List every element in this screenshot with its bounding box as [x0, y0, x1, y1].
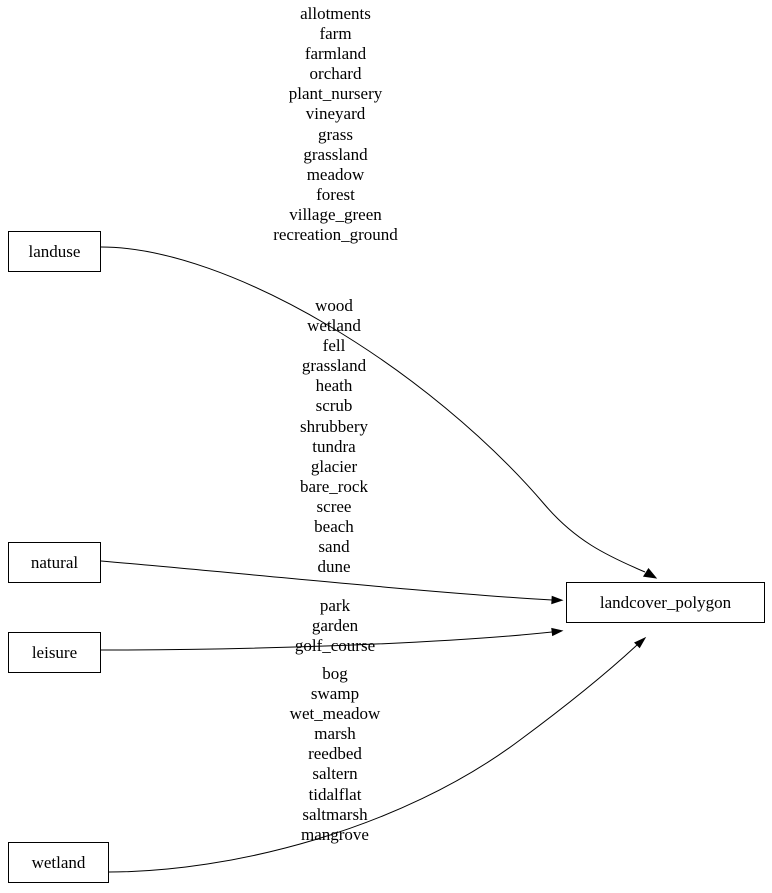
edge-label-line: scrub: [315, 396, 353, 416]
edge-label-line: swamp: [310, 684, 360, 704]
edge-label-line: village_green: [289, 204, 382, 224]
edge-label-line: bare_rock: [300, 476, 368, 496]
edge-label-line: fell: [322, 336, 346, 356]
edge-label-line: wood: [315, 296, 353, 315]
node-wetland[interactable]: [8, 842, 109, 883]
edge-label-line: orchard: [309, 64, 362, 84]
edge-label-line: garden: [311, 616, 359, 636]
edge-label-line: grassland: [301, 356, 367, 376]
edge-label-line: scree: [316, 496, 352, 516]
edge-label-natural: [283, 296, 385, 577]
edge-label-line: park: [319, 596, 351, 615]
edge-label-wetland: [273, 664, 397, 845]
edge-label-line: meadow: [306, 164, 365, 184]
edge-label-line: saltmarsh: [302, 804, 368, 824]
node-natural-label: natural: [30, 553, 79, 572]
node-leisure-label: leisure: [31, 643, 78, 662]
edge-label-line: forest: [316, 184, 355, 204]
edge-label-line: dune: [317, 557, 351, 577]
edge-label-line: tidalflat: [308, 784, 362, 804]
node-leisure[interactable]: [8, 632, 101, 673]
edge-label-line: tundra: [312, 436, 356, 456]
edge-label-line: farmland: [304, 44, 367, 64]
edge-label-line: recreation_ground: [273, 225, 398, 245]
node-landuse-label: landuse: [28, 242, 81, 261]
node-landuse[interactable]: [8, 231, 101, 272]
edge-label-line: reedbed: [308, 744, 362, 764]
edge-label-line: grassland: [303, 144, 368, 164]
edge-label-line: shrubbery: [300, 416, 368, 436]
node-natural[interactable]: [8, 542, 101, 583]
edge-label-line: vineyard: [305, 104, 366, 124]
edge-label-line: wetland: [307, 316, 361, 336]
edge-label-line: marsh: [314, 724, 356, 744]
node-landcover-polygon[interactable]: [566, 582, 765, 623]
edge-label-line: saltern: [312, 764, 358, 784]
edge-label-line: plant_nursery: [288, 84, 383, 104]
edge-label-line: heath: [315, 376, 353, 396]
edge-label-line: grass: [318, 124, 353, 144]
edge-label-line: glacier: [310, 456, 358, 476]
node-wetland-label: wetland: [31, 853, 86, 872]
edge-label-line: beach: [314, 517, 354, 537]
edge-label-line: wet_meadow: [289, 704, 381, 724]
edge-label-landuse: [247, 4, 424, 245]
edge-label-line: golf_course: [294, 636, 376, 656]
edge-label-line: bog: [322, 664, 348, 683]
edge-label-line: mangrove: [301, 824, 369, 844]
edge-label-line: sand: [318, 537, 350, 557]
edge-label-leisure: [281, 596, 389, 656]
edge-label-line: farm: [319, 24, 352, 44]
node-landcover-polygon-label: landcover_polygon: [599, 593, 732, 612]
edge-label-line: allotments: [300, 4, 371, 23]
